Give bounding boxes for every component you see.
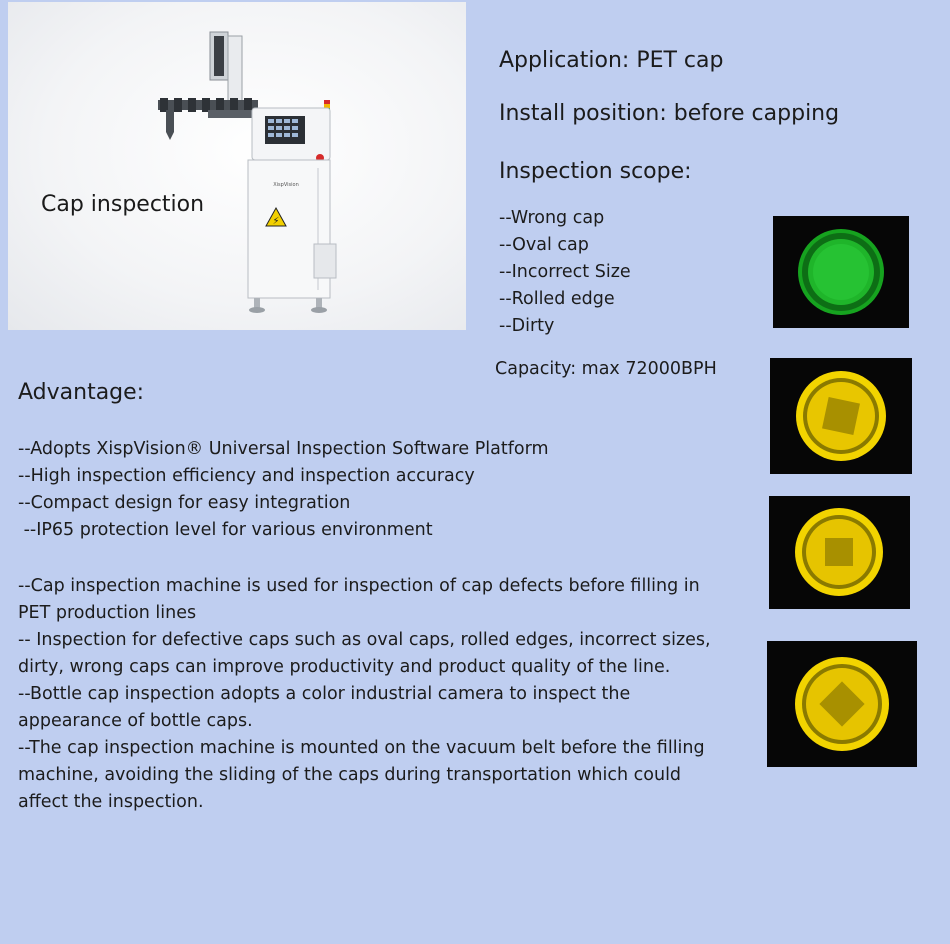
advantage-item: --IP65 protection level for various environment bbox=[18, 520, 433, 540]
capacity-spec: Capacity: max 72000BPH bbox=[495, 359, 717, 379]
description-block bbox=[18, 573, 718, 816]
scope-item: --Oval cap bbox=[499, 235, 589, 255]
photo-caption: Cap inspection bbox=[41, 192, 205, 217]
advantage-list bbox=[18, 436, 549, 544]
description-paragraph: --The cap inspection machine is mounted on the vacuum belt before the filling machine, avoiding the sliding of the caps during transportation which could affect the inspection. bbox=[18, 738, 705, 812]
cap-sample-yellow bbox=[769, 496, 910, 609]
description-paragraph: --Bottle cap inspection adopts a color industrial camera to inspect the appearance of bottle caps. bbox=[18, 684, 631, 731]
advantage-item: --Compact design for easy integration bbox=[18, 493, 351, 513]
application-spec: Application: PET cap bbox=[499, 48, 724, 73]
cap-sample-green bbox=[773, 216, 909, 328]
scope-item: --Rolled edge bbox=[499, 289, 615, 309]
inspection-machine-illustration bbox=[148, 28, 348, 318]
install-position-spec: Install position: before capping bbox=[499, 101, 840, 126]
machine-brand-text: XispVision bbox=[273, 182, 299, 188]
scope-item: --Dirty bbox=[499, 316, 555, 336]
description-paragraph: -- Inspection for defective caps such as oval caps, rolled edges, incorrect sizes, dirty, wrong caps can improve productivity and product quality of the line. bbox=[18, 630, 711, 677]
advantage-title: Advantage: bbox=[18, 380, 145, 405]
inspection-scope-title: Inspection scope: bbox=[499, 159, 692, 184]
description-paragraph: --Cap inspection machine is used for inspection of cap defects before filling in PET production lines bbox=[18, 576, 700, 623]
scope-item: --Incorrect Size bbox=[499, 262, 631, 282]
product-photo bbox=[8, 2, 466, 330]
advantage-item: --Adopts XispVision® Universal Inspection Software Platform bbox=[18, 439, 549, 459]
cap-sample-yellow bbox=[767, 641, 917, 767]
inspection-scope-list bbox=[499, 205, 631, 340]
svg-text:⚡: ⚡ bbox=[272, 216, 280, 227]
advantage-item: --High inspection efficiency and inspection accuracy bbox=[18, 466, 475, 486]
cap-sample-yellow bbox=[770, 358, 912, 474]
scope-item: --Wrong cap bbox=[499, 208, 605, 228]
